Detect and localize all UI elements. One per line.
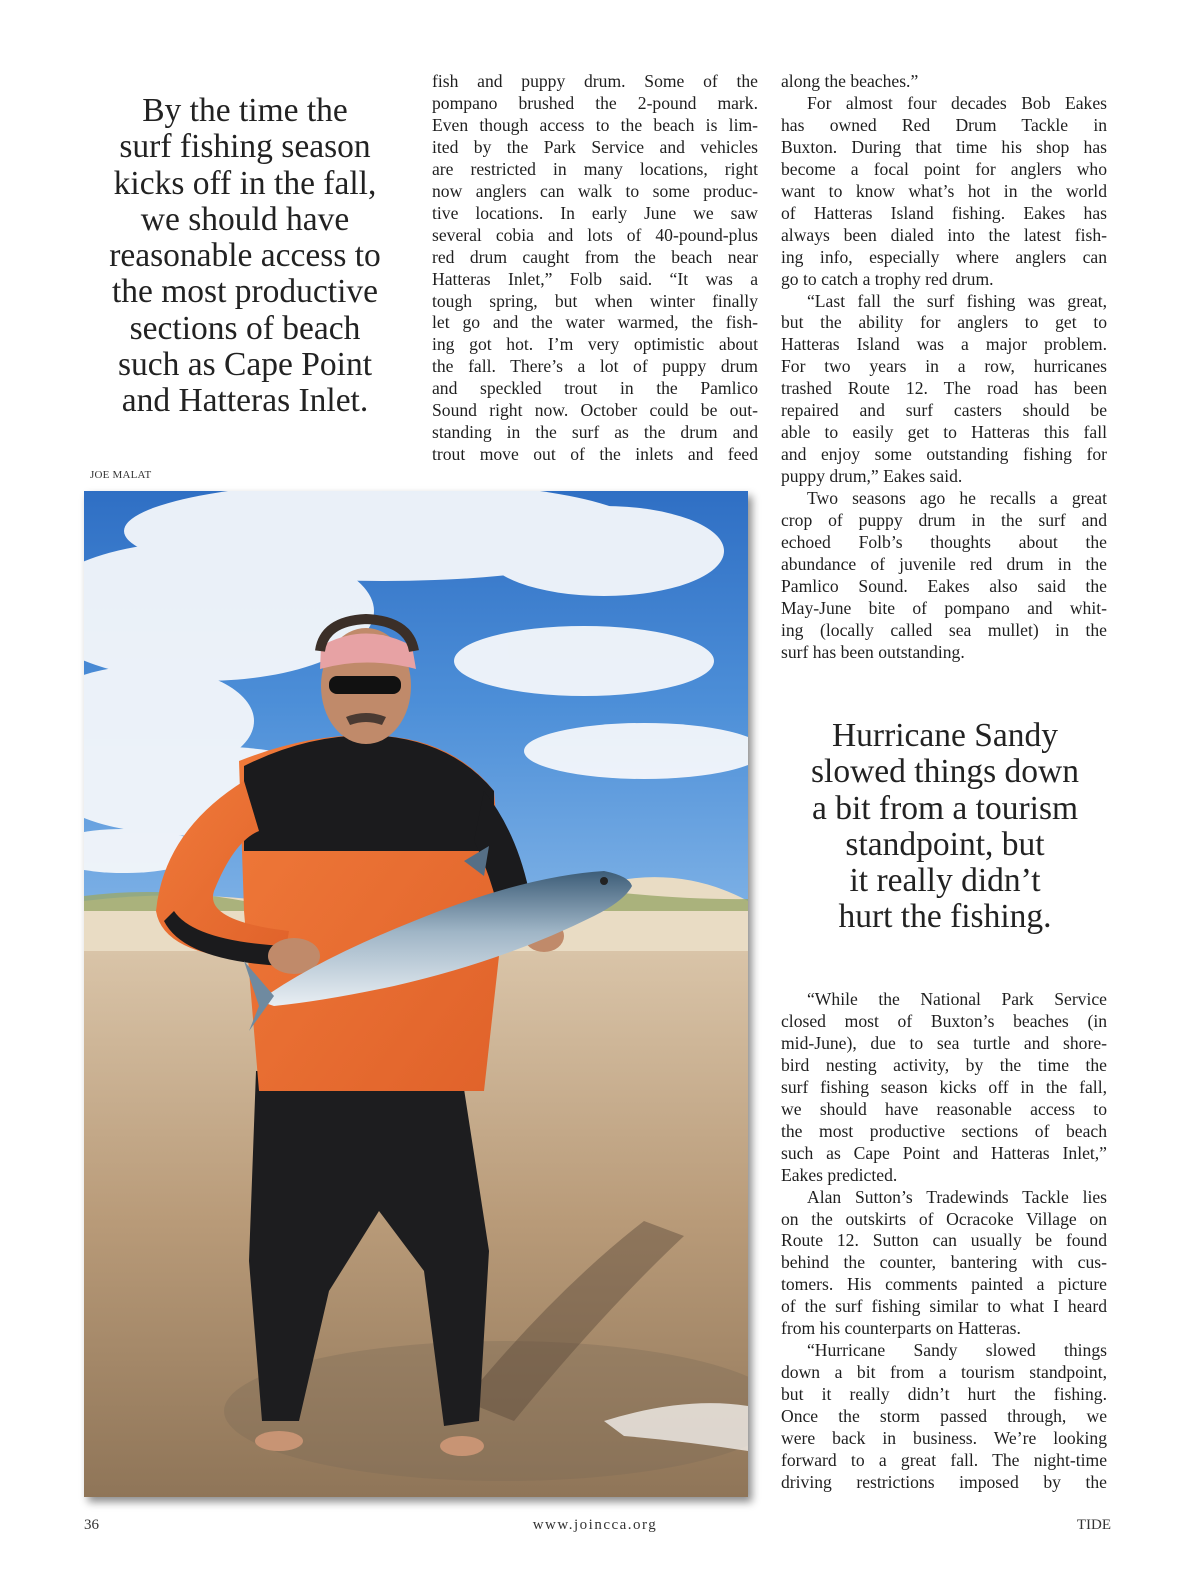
text-line: always been dialed into the latest fish-: [781, 224, 1107, 245]
text-line: red drum caught from the beach near: [432, 246, 758, 267]
text-line: Once the storm passed through, we: [781, 1406, 1107, 1427]
text-line: ing (locally called sea mullet) in the: [781, 619, 1107, 640]
text-line: ing info, especially where anglers can: [781, 246, 1107, 267]
pull-quote-line: the most productive: [111, 273, 379, 311]
magazine-name: TIDE: [1076, 1517, 1111, 1533]
text-line: “While the National Park Service: [807, 989, 1107, 1009]
text-line: driving restrictions imposed by the: [781, 1471, 1107, 1492]
text-line: bird nesting activity, by the time the: [781, 1054, 1107, 1075]
text-line: from his counterparts on Hatteras.: [781, 1318, 1021, 1339]
text-line: able to easily get to Hatteras this fall: [781, 422, 1107, 443]
text-line: want to know what’s hot in the world: [781, 180, 1107, 201]
text-line: fish and puppy drum. Some of the: [432, 71, 758, 91]
text-line: go to catch a trophy red drum.: [781, 268, 994, 289]
pull-quote-line: surf fishing season: [119, 128, 371, 166]
text-line: Pamlico Sound. Eakes also said the: [781, 575, 1107, 596]
text-line: become a focal point for anglers who: [781, 158, 1107, 179]
text-line: surf fishing season kicks off in the fall,: [781, 1076, 1107, 1097]
text-line: several cobia and lots of 40-pound-plus: [432, 224, 758, 245]
pull-quote-line: sections of beach: [129, 309, 361, 347]
pull-quote-line: a bit from a tourism: [811, 789, 1079, 827]
footer-url[interactable]: www.joincca.org: [532, 1517, 658, 1533]
pull-quote-top: [86, 93, 404, 420]
text-line: ited by the Park Service and vehicles: [432, 136, 758, 157]
text-line: puppy drum,” Eakes said.: [781, 466, 963, 487]
pull-quote-line: such as Cape Point: [117, 346, 372, 384]
text-line: were back in business. We’re looking: [781, 1428, 1107, 1449]
text-line: “Hurricane Sandy slowed things: [807, 1340, 1107, 1361]
text-line: Eakes predicted.: [781, 1164, 898, 1185]
page-number: 36: [84, 1517, 99, 1533]
text-line: the most productive sections of beach: [781, 1120, 1107, 1141]
text-line: such as Cape Point and Hatteras Inlet,”: [781, 1142, 1107, 1163]
text-line: abundance of juvenile red drum in the: [781, 553, 1107, 574]
text-line: May-June bite of pompano and whit-: [781, 597, 1107, 618]
text-line: standing in the surf as the drum and: [432, 422, 758, 443]
text-line: trashed Route 12. The road has been: [781, 378, 1107, 399]
text-line: now anglers can walk to some produc-: [432, 180, 758, 201]
pull-quote-line: it really didn’t: [849, 862, 1041, 900]
text-line: on the outskirts of Ocracoke Village on: [781, 1208, 1107, 1229]
text-line: forward to a great fall. The night-time: [781, 1450, 1107, 1471]
text-line: tive locations. In early June we saw: [432, 202, 758, 223]
article-column-middle: [432, 71, 758, 466]
text-line: but the ability for anglers to get to: [781, 312, 1107, 333]
text-line: the fall. There’s a lot of puppy drum: [432, 356, 758, 377]
text-line: Buxton. During that time his shop has: [781, 136, 1107, 157]
text-line: Route 12. Sutton can usually be found: [781, 1230, 1107, 1251]
text-line: echoed Folb’s thoughts about the: [781, 532, 1107, 553]
text-line: are restricted in many locations, right: [432, 158, 758, 179]
pull-quote-line: kicks off in the fall,: [113, 164, 377, 202]
text-line: of the surf fishing similar to what I heard: [781, 1296, 1107, 1317]
pull-quote-line: and Hatteras Inlet.: [121, 382, 369, 420]
pull-quote-line: slowed things down: [811, 753, 1079, 791]
text-line: crop of puppy drum in the surf and: [781, 510, 1107, 531]
text-line: tomers. His comments painted a picture: [781, 1274, 1107, 1295]
pull-quote-line: reasonable access to: [109, 237, 381, 275]
text-line: closed most of Buxton’s beaches (in: [781, 1010, 1107, 1031]
text-line: Alan Sutton’s Tradewinds Tackle lies: [807, 1186, 1107, 1207]
text-line: surf has been outstanding.: [781, 641, 965, 662]
text-line: Sound right now. October could be out-: [432, 400, 758, 421]
text-line: mid-June), due to sea turtle and shore-: [781, 1032, 1107, 1053]
pull-quote-line: By the time the: [142, 92, 348, 129]
text-line: of Hatteras Island fishing. Eakes has: [781, 202, 1107, 223]
text-line: ing got hot. I’m very optimistic about: [432, 334, 758, 355]
pull-quote-line: Hurricane Sandy: [831, 717, 1059, 754]
text-line: tough spring, but when winter finally: [432, 290, 758, 311]
text-line: down a bit from a tourism standpoint,: [781, 1362, 1107, 1383]
text-line: behind the counter, bantering with cus-: [781, 1252, 1107, 1273]
pull-quote-bottom: [780, 718, 1110, 936]
text-line: let go and the water warmed, the fish-: [432, 312, 758, 333]
text-line: and speckled trout in the Pamlico: [432, 378, 758, 399]
text-line: but it really didn’t hurt the fishing.: [781, 1384, 1107, 1405]
pull-quote-line: standpoint, but: [845, 825, 1045, 863]
angler-photo: [84, 491, 748, 1497]
text-line: Two seasons ago he recalls a great: [807, 488, 1107, 509]
pull-quote-line: we should have: [140, 200, 350, 238]
article-column-right-bottom: [781, 989, 1107, 1494]
text-line: Hatteras Inlet,” Folb said. “It was a: [432, 268, 758, 289]
text-line: For two years in a row, hurricanes: [781, 356, 1107, 377]
text-line: has owned Red Drum Tackle in: [781, 114, 1107, 135]
text-line: For almost four decades Bob Eakes: [807, 92, 1107, 113]
text-line: trout move out of the inlets and feed: [432, 444, 758, 465]
text-line: “Last fall the surf fishing was great,: [807, 290, 1107, 311]
text-line: and enjoy some outstanding fishing for: [781, 444, 1107, 465]
article-column-right-top: [781, 71, 1107, 664]
text-line: repaired and surf casters should be: [781, 400, 1107, 421]
text-line: along the beaches.”: [781, 71, 919, 91]
photo-credit: JOE MALAT: [90, 469, 152, 481]
text-line: Even though access to the beach is lim-: [432, 114, 758, 135]
text-line: Hatteras Island was a major problem.: [781, 334, 1107, 355]
text-line: we should have reasonable access to: [781, 1098, 1107, 1119]
pull-quote-line: hurt the fishing.: [838, 898, 1052, 936]
text-line: pompano brushed the 2-pound mark.: [432, 92, 758, 113]
